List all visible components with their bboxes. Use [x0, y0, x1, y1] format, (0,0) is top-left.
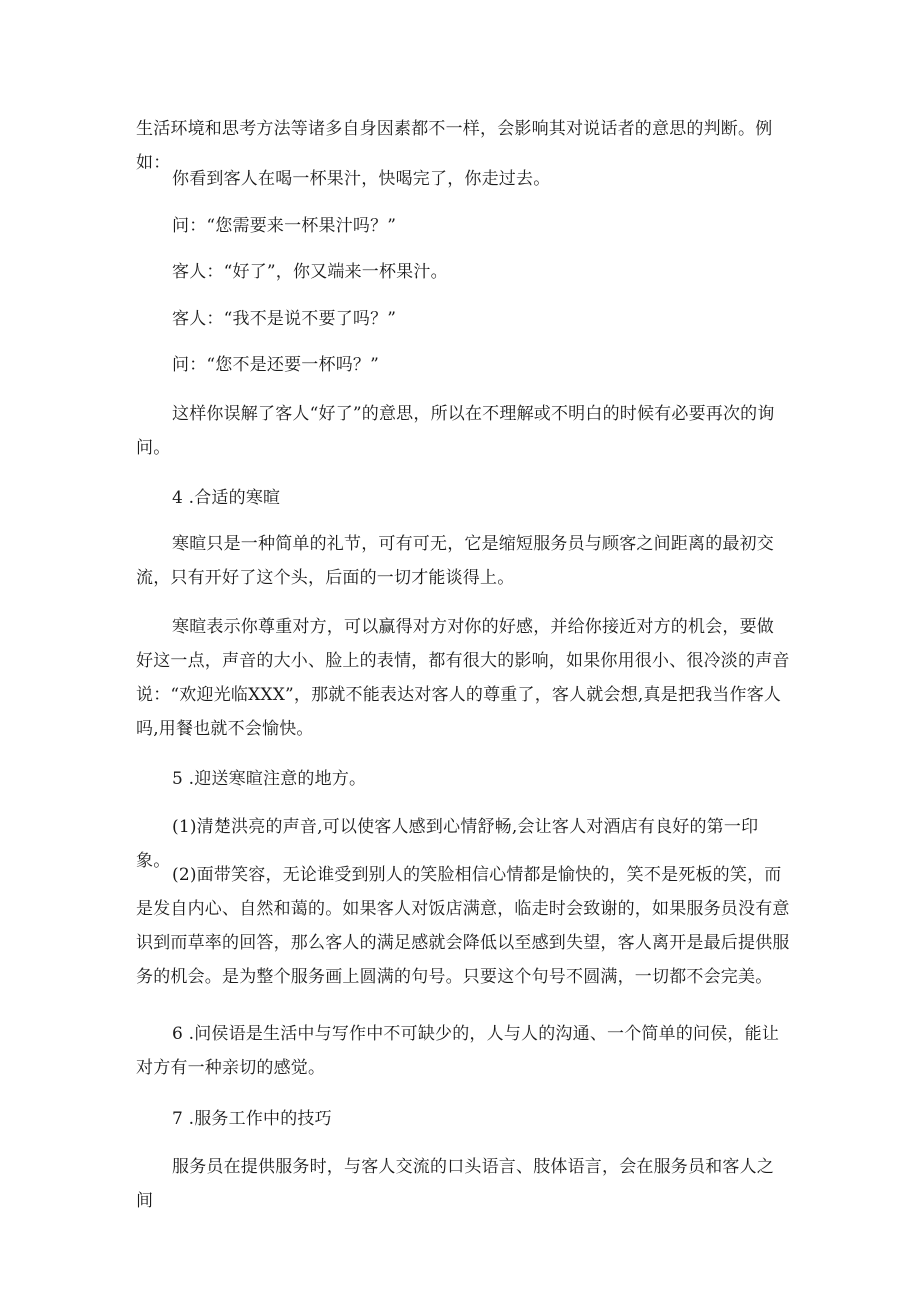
section-heading-5: 5 .迎送寒暄注意的地方。	[172, 769, 367, 789]
dialogue-line-guest-1: 客人：“好了”，你又端来一杯果汁。	[172, 262, 448, 282]
dialogue-line-question-2: 问：“您不是还要一杯吗？”	[172, 355, 379, 375]
paragraph-service-skills: 服务员在提供服务时，与客人交流的口头语言、肢体语言，会在服务员和客人之间	[136, 1157, 774, 1211]
paragraph-misunderstanding: 这样你误解了客人“好了”的意思，所以在不理解或不明白的时候有必要再次的询问。	[136, 404, 775, 458]
paragraph-continuation: 生活环境和思考方法等诸多自身因素都不一样，会影响其对说话者的意思的判断。例如：	[136, 119, 773, 173]
paragraph-greeting-intro: 寒暄只是一种简单的礼节，可有可无，它是缩短服务员与顾客之间距离的最初交流，只有开好了这个头，后面的一切才能谈得上。	[136, 534, 774, 588]
paragraph-greeting-respect: 寒暄表示你尊重对方，可以赢得对方对你的好感，并给你接近对方的机会，要做好这一点，声音的大小、脸上的表情，都有很大的影响，如果你用很小、很冷淡的声音说：“欢迎光临XXX”，那就不能表达对客人的尊重了，客人就会想,真是把我当作客人吗,用餐也就不会愉快。	[136, 617, 790, 739]
list-item-2: (2)面带笑容，无论谁受到别人的笑脸相信心情都是愉快的，笑不是死板的笑，而是发自内心、自然和蔼的。如果客人对饭店满意，临走时会致谢的，如果服务员没有意识到而草率的回答，那么客人的满足感就会降低以至感到失望，客人离开是最后提供服务的机会。是为整个服务画上圆满的句号。只要这个句号不圆满，一切都不会完美。	[136, 865, 790, 987]
list-item-1: (1)清楚洪亮的声音,可以使客人感到心情舒畅,会让客人对酒店有良好的第一印象。	[136, 817, 759, 871]
dialogue-line-guest-2: 客人：“我不是说不要了吗？”	[172, 309, 397, 329]
section-heading-4: 4 .合适的寒暄	[172, 488, 281, 508]
dialogue-line-question-1: 问：“您需要来一杯果汁吗？”	[172, 216, 397, 236]
section-heading-7: 7 .服务工作中的技巧	[172, 1109, 332, 1129]
section-heading-6: 6 .问侯语是生活中与写作中不可缺少的，人与人的沟通、一个简单的问侯，能让对方有一种亲切的感觉。	[136, 1024, 780, 1078]
paragraph-example-intro: 你看到客人在喝一杯果汁，快喝完了，你走过去。	[172, 169, 551, 189]
